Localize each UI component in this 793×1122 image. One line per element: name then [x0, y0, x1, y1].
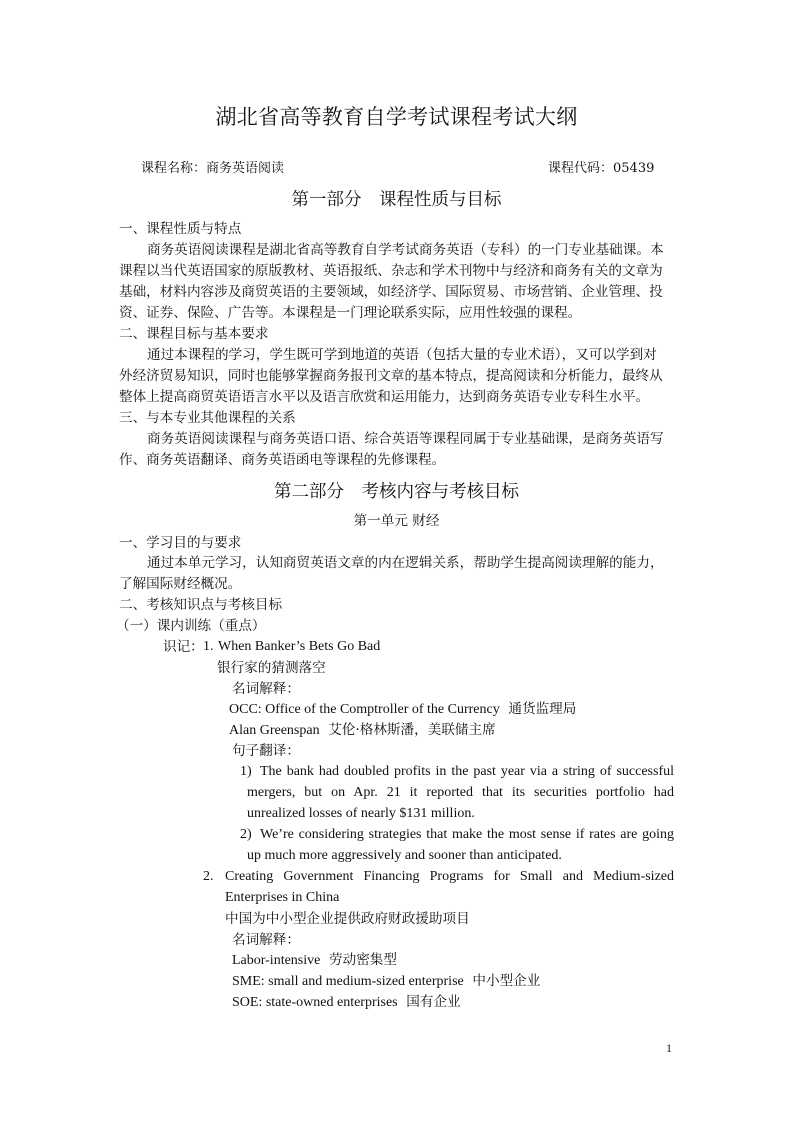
article-number: 1.: [203, 639, 214, 654]
sentence-number: 1): [240, 764, 252, 779]
term-en: Labor-intensive: [232, 953, 321, 968]
term-zh: 艾伦·格林斯潘，美联储主席: [328, 722, 496, 738]
body-line: 基础，材料内容涉及商贸英语的主要领域，如经济学、国际贸易、市场营销、企业管理、投: [119, 284, 663, 300]
sentence-line: unrealized losses of nearly $131 million.: [247, 806, 475, 821]
term-en: OCC: Office of the Comptroller of the Currency: [229, 702, 500, 717]
sentence-number: 2): [240, 827, 252, 842]
term-en: SME: small and medium-sized enterprise: [232, 974, 464, 989]
part1-heading: 第一部分 课程性质与目标: [291, 190, 502, 210]
term-item: [232, 971, 540, 991]
article-title-en-line: Enterprises in China: [225, 890, 340, 905]
term-item: [229, 720, 496, 740]
section-heading: 三、与本专业其他课程的关系: [119, 410, 296, 426]
article-title-en: When Banker’s Bets Go Bad: [218, 639, 381, 654]
terms-label: 名词解释：: [232, 932, 300, 948]
document-title: 湖北省高等教育自学考试课程考试大纲: [215, 105, 578, 129]
article-title-zh: 银行家的猜测落空: [217, 660, 326, 676]
term-zh: 中小型企业: [472, 973, 541, 989]
term-item: [232, 950, 397, 970]
article-title-en: [225, 867, 674, 887]
term-zh: 国有企业: [406, 994, 461, 1010]
body-line: 通过本单元学习，认知商贸英语文章的内在逻辑关系，帮助学生提高阅读理解的能力，: [147, 555, 664, 571]
sentence-line: up much more aggressively and sooner than anticipated.: [247, 848, 562, 863]
term-en: Alan Greenspan: [229, 723, 320, 738]
sentence-text: The bank had doubled profits in the past year via a string of successful: [260, 764, 674, 779]
body-line: 整体上提高商贸英语语言水平以及语言欣赏和运用能力，达到商务英语专业专科生水平。: [119, 389, 650, 405]
terms-label: 名词解释：: [232, 681, 300, 697]
unit-title: 第一单元 财经: [353, 513, 440, 529]
body-line: 商务英语阅读课程与商务英语口语、综合英语等课程同属于专业基础课，是商务英语写: [147, 431, 664, 447]
body-line: 资、证券、保险、广告等。本课程是一门理论联系实际，应用性较强的课程。: [119, 305, 582, 321]
recall-label: 识记：: [163, 639, 204, 655]
sentence-line: [247, 783, 674, 803]
article-title-en-line: Creating Government Financing Programs for Small and Medium-sized: [225, 869, 674, 884]
section-heading: 一、学习目的与要求: [119, 535, 242, 551]
section-heading: 二、考核知识点与考核目标: [119, 597, 283, 613]
term-zh: 通货监理局: [508, 701, 577, 717]
article-title-zh: 中国为中小型企业提供政府财政援助项目: [225, 911, 470, 927]
course-code: 课程代码：05439: [548, 161, 655, 176]
term-item: [232, 992, 461, 1012]
body-line: 课程以当代英语国家的原版教材、英语报纸、杂志和学术刊物中与经济和商务有关的文章为: [119, 263, 663, 279]
article-number: 2.: [203, 869, 214, 884]
body-line: 作、商务英语翻译、商务英语函电等课程的先修课程。: [119, 452, 446, 468]
body-line: 了解国际财经概况。: [119, 576, 242, 592]
body-line: 外经济贸易知识，同时也能够掌握商务报刊文章的基本特点，提高阅读和分析能力，最终从: [119, 368, 663, 384]
section-heading: 一、课程性质与特点: [119, 221, 242, 237]
term-en: SOE: state-owned enterprises: [232, 995, 398, 1010]
body-line: 商务英语阅读课程是湖北省高等教育自学考试商务英语（专科）的一门专业基础课。本: [147, 242, 664, 258]
sentence-line: [260, 762, 674, 782]
translation-label: 句子翻译：: [232, 743, 300, 759]
body-line: 通过本课程的学习，学生既可学到地道的英语（包括大量的专业术语），又可以学到对: [147, 347, 657, 363]
sentence-text: We’re considering strategies that make the most sense if rates are going: [260, 827, 674, 842]
sentence-text: mergers, but on Apr. 21 it reported that its securities portfolio had: [247, 785, 674, 800]
sentence-line: [260, 825, 674, 845]
term-item: [229, 699, 576, 719]
part2-heading: 第二部分 考核内容与考核目标: [274, 482, 519, 502]
subsection-heading: （一）课内训练（重点）: [116, 618, 266, 634]
course-name: 课程名称：商务英语阅读: [141, 161, 285, 176]
term-zh: 劳动密集型: [329, 952, 397, 968]
section-heading: 二、课程目标与基本要求: [119, 326, 269, 342]
page-number: 1: [666, 1041, 672, 1055]
